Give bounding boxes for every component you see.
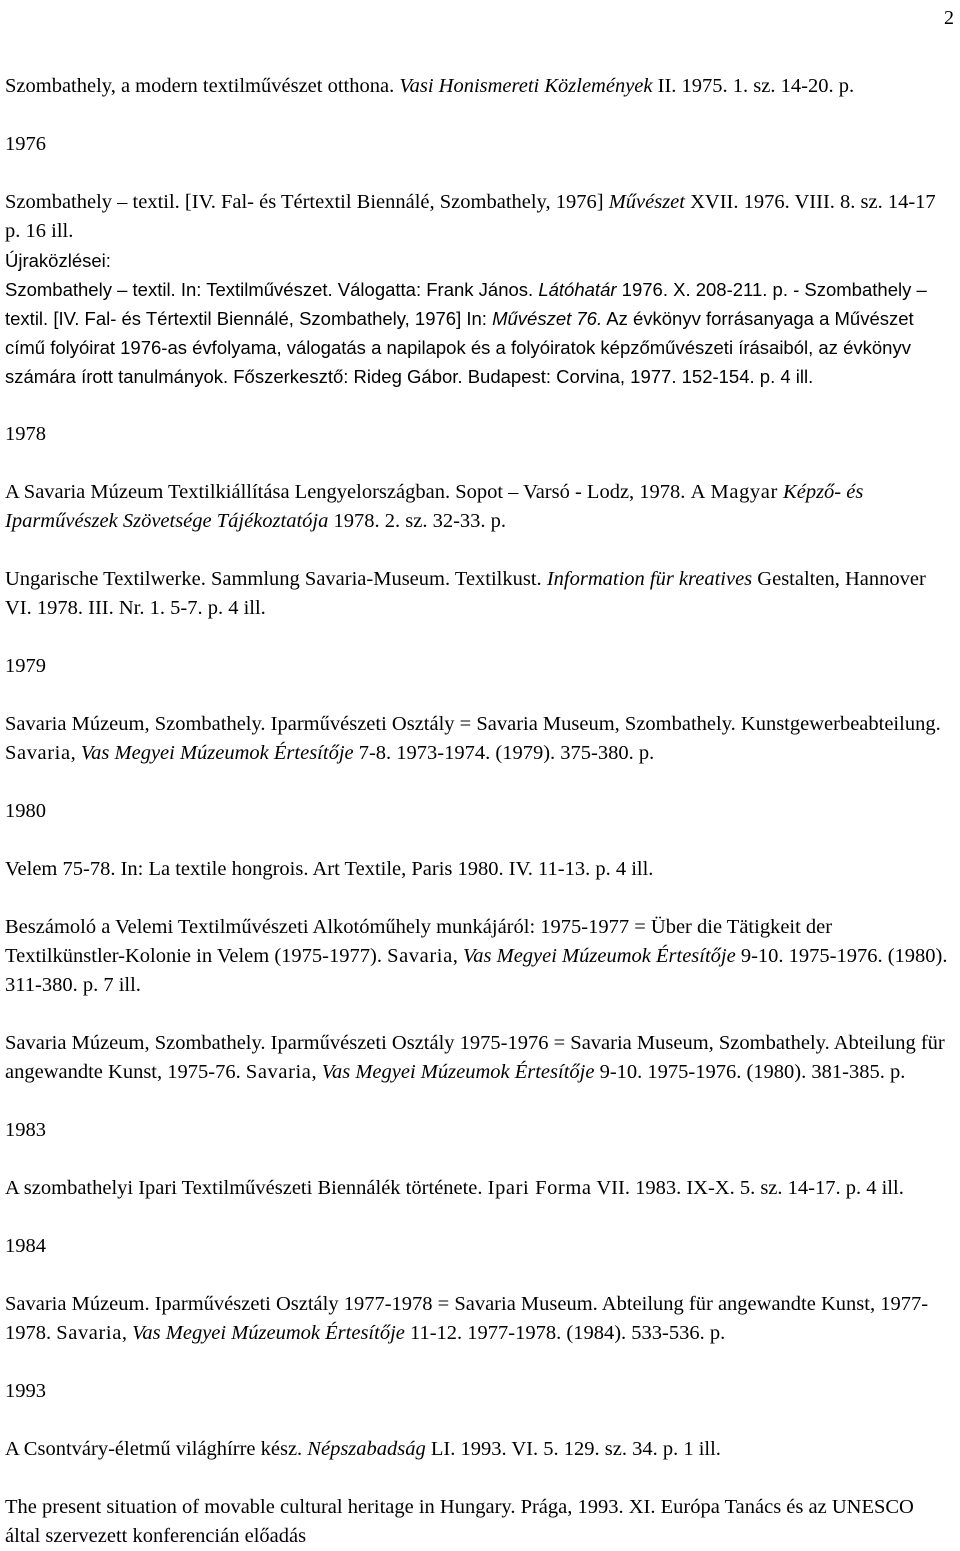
page-number: 2 bbox=[944, 7, 954, 29]
bib-entry bbox=[5, 1290, 953, 1348]
entry-text: , bbox=[311, 1061, 322, 1083]
entry-text: Savaria bbox=[245, 1061, 312, 1083]
entry-text: 9-10. 1975-1976. (1980). 381-385. p. bbox=[594, 1061, 906, 1083]
bibliography-content bbox=[5, 72, 953, 1551]
bib-entry bbox=[5, 1435, 953, 1464]
entry-text: Szombathely – textil. In: Textilművészet. Válogatta: Frank János. bbox=[5, 279, 539, 300]
entry-text: Savaria bbox=[5, 742, 71, 764]
journal-title: Képző- és Iparművészek Szövetsége Tájékoztatója bbox=[5, 481, 864, 532]
journal-title: Vas Megyei Múzeumok Értesítője bbox=[80, 742, 354, 764]
journal-title: Népszabadság bbox=[307, 1438, 426, 1460]
entry-text: A Magyar bbox=[690, 481, 778, 503]
entry-text: Ipari Forma bbox=[487, 1177, 592, 1199]
bib-entry bbox=[5, 855, 953, 884]
entry-text: Ungarische Textilwerke. Sammlung Savaria-Museum. Textilkust. bbox=[5, 568, 547, 590]
year-heading: 1976 bbox=[5, 133, 46, 155]
entry-text: Savaria Múzeum, Szombathely. Iparművészeti Osztály = Savaria Museum, Szombathely. Kunstgewerbeabteilung. bbox=[5, 713, 941, 735]
entry-text: Savaria Múzeum. Iparművészeti Osztály 1977-1978 = Savaria Museum. Abteilung für angewandte Kunst, 1977-1978. bbox=[5, 1293, 929, 1344]
year-heading: 1978 bbox=[5, 423, 46, 445]
bib-entry bbox=[5, 478, 953, 536]
year-heading: 1983 bbox=[5, 1119, 46, 1141]
journal-title: Vasi Honismereti Közlemények bbox=[399, 75, 653, 97]
journal-title: Látóhatár bbox=[538, 279, 617, 300]
entry-text: , bbox=[70, 742, 81, 764]
bib-entry bbox=[5, 1174, 953, 1203]
entry-text: A Savaria Múzeum Textilkiállítása Lengyelországban. Sopot – Varsó - Lodz, 1978. bbox=[5, 481, 691, 503]
bib-entry bbox=[5, 1029, 953, 1087]
entry-text: A szombathelyi Ipari Textilművészeti Biennálék története. bbox=[5, 1177, 488, 1199]
entry-text: Az évkönyv forrásanyaga a Művészet című folyóirat 1976-as évfolyama, válogatás a napilapok és a folyóiratok képzőművészeti írásaiból, az évkönyv számára írott tanulmányok. Főszerkesztő: Rideg Gábor. Budapest: Corvina, 1977. 152-154. p. 4 ill. bbox=[5, 308, 914, 387]
entry-text: Gestalten, Hannover VI. 1978. III. Nr. 1. 5-7. p. 4 ill. bbox=[5, 568, 926, 619]
entry-text: VII. 1983. IX-X. 5. sz. 14-17. p. 4 ill. bbox=[591, 1177, 904, 1199]
bib-entry bbox=[5, 565, 953, 623]
entry-text: 1978. 2. sz. 32-33. p. bbox=[328, 510, 507, 532]
journal-title: Vas Megyei Múzeumok Értesítője bbox=[463, 945, 736, 967]
year-heading: 1979 bbox=[5, 655, 46, 677]
entry-text: Szombathely – textil. [IV. Fal- és Tértextil Biennálé, Szombathely, 1976] bbox=[5, 191, 609, 213]
book-title: Művészet 76. bbox=[492, 308, 603, 329]
bib-entry bbox=[5, 246, 953, 391]
bib-entry bbox=[5, 188, 953, 246]
entry-text: 11-12. 1977-1978. (1984). 533-536. p. bbox=[404, 1322, 726, 1344]
journal-title: Vas Megyei Múzeumok Értesítője bbox=[321, 1061, 595, 1083]
bib-entry bbox=[5, 913, 953, 1000]
reprints-label: Újraközlései: bbox=[5, 250, 111, 271]
entry-text: A Csontváry-életmű világhírre kész. bbox=[5, 1438, 308, 1460]
entry-text: 1976. X. 208-211. p. - Szombathely – textil. [IV. Fal- és Tértextil Biennálé, Szombathely, 1976] In: bbox=[5, 279, 927, 329]
entry-text: LI. 1993. VI. 5. 129. sz. 34. p. 1 ill. bbox=[425, 1438, 721, 1460]
entry-text: Savaria bbox=[56, 1322, 122, 1344]
entry-text: II. 1975. 1. sz. 14-20. p. bbox=[652, 75, 855, 97]
entry-text: Savaria bbox=[387, 945, 453, 967]
entry-text: The present situation of movable cultural heritage in Hungary. Prága, 1993. XI. Európa Tanács és az UNESCO által szervezett konferencián előadás bbox=[5, 1496, 914, 1547]
entry-text: Savaria Múzeum, Szombathely. Iparművészeti Osztály 1975-1976 = Savaria Museum, Szombathely. Abteilung für angewandte Kunst, 1975-76. bbox=[5, 1032, 945, 1083]
bib-entry bbox=[5, 1493, 953, 1551]
entry-text: Velem 75-78. In: La textile hongrois. Art Textile, Paris 1980. IV. 11-13. p. 4 ill. bbox=[5, 858, 654, 880]
journal-title: Information für kreatives bbox=[546, 568, 753, 590]
entry-text: 7-8. 1973-1974. (1979). 375-380. p. bbox=[353, 742, 655, 764]
year-heading: 1980 bbox=[5, 800, 46, 822]
entry-text: 9-10. 1975-1976. (1980). 311-380. p. 7 ill. bbox=[5, 945, 948, 996]
entry-text: , bbox=[452, 945, 464, 967]
bib-entry bbox=[5, 72, 953, 101]
entry-text: Szombathely, a modern textilművészet otthona. bbox=[5, 75, 400, 97]
bib-entry bbox=[5, 710, 953, 768]
entry-text: XVII. 1976. VIII. 8. sz. 14-17 p. 16 ill. bbox=[5, 191, 936, 242]
journal-title: Művészet bbox=[608, 191, 685, 213]
entry-text: , bbox=[121, 1322, 133, 1344]
journal-title: Vas Megyei Múzeumok Értesítője bbox=[132, 1322, 405, 1344]
entry-text: Beszámoló a Velemi Textilművészeti Alkotóműhely munkájáról: 1975-1977 = Über die Tätigkeit der Textilkünstler-Kolonie in Velem (1975-1977). bbox=[5, 916, 833, 967]
year-heading: 1984 bbox=[5, 1235, 46, 1257]
year-heading: 1993 bbox=[5, 1380, 46, 1402]
